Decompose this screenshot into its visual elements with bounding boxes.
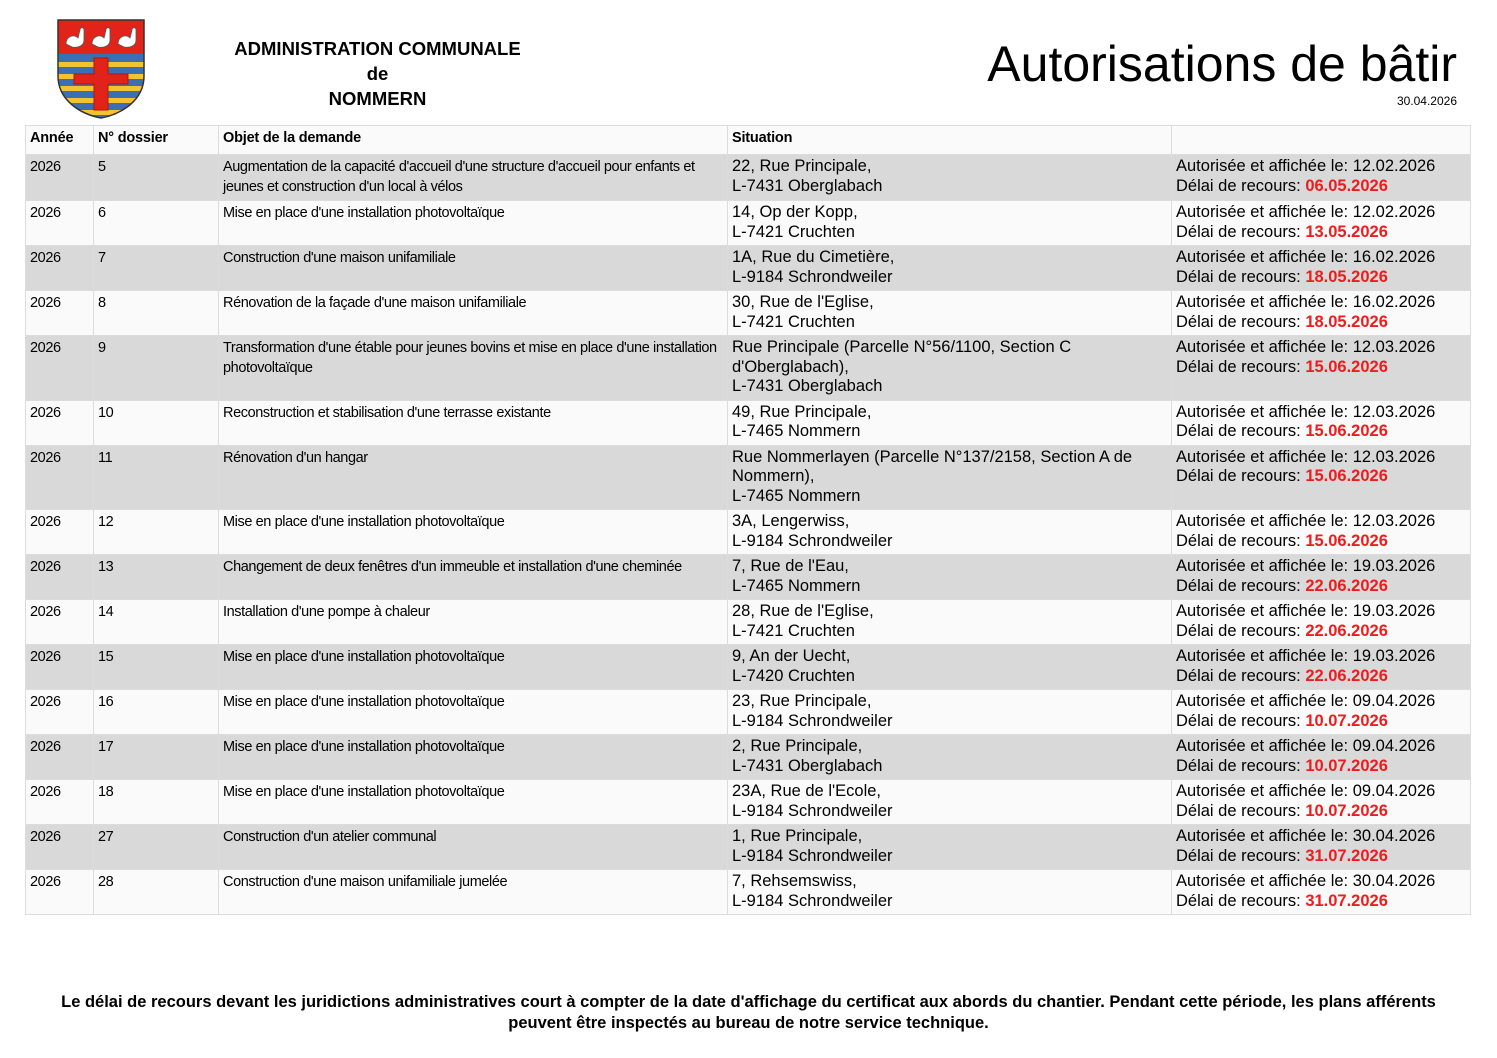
recours-deadline: 31.07.2026	[1305, 891, 1388, 910]
cell-status	[1172, 555, 1471, 600]
cell-objet: Changement de deux fenêtres d'un immeuble et installation d'une cheminée	[219, 555, 728, 600]
cell-status	[1172, 510, 1471, 555]
authorized-line	[1176, 692, 1466, 712]
table-row	[26, 825, 1471, 870]
situation-line: 2, Rue Principale,	[732, 737, 863, 755]
cell-status	[1172, 825, 1471, 870]
recours-label: Délai de recours:	[1176, 267, 1306, 286]
situation-line: 49, Rue Principale,	[732, 402, 872, 421]
situation-line: L-7465 Nommern	[732, 576, 861, 595]
authorized-label: Autorisée et affichée le:	[1176, 512, 1353, 530]
authorized-line	[1176, 248, 1466, 268]
cell-annee: 2026	[26, 645, 94, 690]
recours-label: Délai de recours:	[1176, 222, 1306, 241]
situation-line: 9, An der Uecht,	[732, 647, 851, 665]
authorized-date: 16.02.2026	[1352, 248, 1436, 266]
situation-line: 7, Rehsemswiss,	[732, 872, 857, 890]
table-row	[26, 155, 1471, 201]
cell-objet: Augmentation de la capacité d'accueil d'une structure d'accueil pour enfants et jeunes et construction d'un local à vélos	[219, 155, 728, 201]
authorized-label: Autorisée et affichée le:	[1176, 203, 1353, 221]
cell-objet: Reconstruction et stabilisation d'une terrasse existante	[219, 400, 728, 445]
situation-line: L-7431 Oberglabach	[732, 176, 883, 195]
recours-label: Délai de recours:	[1176, 576, 1306, 595]
authorized-line	[1176, 448, 1466, 468]
cell-status	[1172, 645, 1471, 690]
recours-deadline: 22.06.2026	[1305, 621, 1388, 640]
cell-dossier: 16	[94, 690, 219, 735]
recours-deadline: 10.07.2026	[1305, 801, 1388, 820]
table-row	[26, 400, 1471, 445]
cell-annee: 2026	[26, 510, 94, 555]
page-title: Autorisations de bâtir	[987, 36, 1457, 92]
table-row	[26, 201, 1471, 246]
table-row	[26, 246, 1471, 291]
situation-line: L-9184 Schrondweiler	[732, 531, 893, 550]
recours-line	[1176, 847, 1466, 867]
recours-deadline: 10.07.2026	[1305, 711, 1388, 730]
org-line-2: de	[366, 63, 389, 84]
cell-status	[1172, 445, 1471, 510]
authorized-date: 12.02.2026	[1352, 203, 1436, 221]
cell-status	[1172, 336, 1471, 401]
cell-situation	[728, 155, 1172, 201]
situation-line: 23, Rue Principale,	[732, 692, 872, 710]
cell-status	[1172, 246, 1471, 291]
cell-status	[1172, 201, 1471, 246]
authorized-date: 19.03.2026	[1352, 602, 1436, 620]
recours-line	[1176, 177, 1466, 197]
situation-line: 22, Rue Principale,	[732, 157, 872, 175]
table-body	[26, 155, 1471, 915]
column-header-status	[1172, 126, 1471, 155]
cell-dossier: 11	[94, 445, 219, 510]
authorized-date: 30.04.2026	[1352, 827, 1436, 845]
cell-annee: 2026	[26, 246, 94, 291]
cell-objet: Mise en place d'une installation photovoltaïque	[219, 645, 728, 690]
situation-line: Rue Principale (Parcelle N°56/1100, Section C d'Oberglabach),	[732, 338, 1072, 376]
recours-label: Délai de recours:	[1176, 467, 1306, 485]
table-row	[26, 555, 1471, 600]
cell-annee: 2026	[26, 735, 94, 780]
cell-objet: Installation d'une pompe à chaleur	[219, 600, 728, 645]
authorized-label: Autorisée et affichée le:	[1176, 692, 1353, 710]
cell-situation	[728, 246, 1172, 291]
recours-label: Délai de recours:	[1176, 176, 1306, 195]
cell-annee: 2026	[26, 201, 94, 246]
authorized-date: 12.03.2026	[1352, 402, 1436, 421]
cell-dossier: 18	[94, 780, 219, 825]
authorized-date: 12.03.2026	[1352, 447, 1436, 466]
authorized-label: Autorisée et affichée le:	[1176, 737, 1353, 755]
cell-status	[1172, 400, 1471, 445]
cell-annee: 2026	[26, 825, 94, 870]
recours-line	[1176, 802, 1466, 822]
situation-line: L-7421 Cruchten	[732, 621, 855, 640]
cell-status	[1172, 780, 1471, 825]
recours-label: Délai de recours:	[1176, 621, 1306, 640]
authorized-label: Autorisée et affichée le:	[1176, 293, 1353, 311]
cell-annee: 2026	[26, 600, 94, 645]
organization-name	[205, 36, 550, 111]
recours-deadline: 15.06.2026	[1305, 467, 1388, 485]
cell-objet: Mise en place d'une installation photovoltaïque	[219, 735, 728, 780]
authorized-date: 09.04.2026	[1352, 782, 1436, 800]
cell-objet: Rénovation d'un hangar	[219, 445, 728, 510]
table-row	[26, 870, 1471, 915]
cell-dossier: 27	[94, 825, 219, 870]
situation-line: L-7465 Nommern	[732, 422, 861, 440]
cell-dossier: 5	[94, 155, 219, 201]
cell-situation	[728, 600, 1172, 645]
cell-dossier: 17	[94, 735, 219, 780]
situation-line: L-7465 Nommern	[732, 486, 861, 505]
cell-objet: Transformation d'une étable pour jeunes bovins et mise en place d'une installation photovoltaïque	[219, 336, 728, 401]
cell-dossier: 7	[94, 246, 219, 291]
column-header-situation: Situation	[728, 126, 1172, 155]
cell-situation	[728, 510, 1172, 555]
authorized-date: 16.02.2026	[1352, 293, 1436, 311]
authorized-date: 12.03.2026	[1352, 512, 1436, 530]
cell-objet: Construction d'une maison unifamiliale jumelée	[219, 870, 728, 915]
situation-line: L-7431 Oberglabach	[732, 756, 883, 775]
situation-line: L-7431 Oberglabach	[732, 377, 883, 395]
cell-situation	[728, 291, 1172, 336]
recours-deadline: 15.06.2026	[1305, 422, 1388, 440]
table-row	[26, 510, 1471, 555]
cell-objet: Rénovation de la façade d'une maison unifamiliale	[219, 291, 728, 336]
cell-objet: Construction d'un atelier communal	[219, 825, 728, 870]
recours-label: Délai de recours:	[1176, 531, 1306, 550]
authorized-line	[1176, 557, 1466, 577]
situation-line: L-9184 Schrondweiler	[732, 891, 893, 910]
cell-status	[1172, 870, 1471, 915]
recours-deadline: 31.07.2026	[1305, 846, 1388, 865]
recours-deadline: 13.05.2026	[1305, 222, 1388, 241]
authorized-label: Autorisée et affichée le:	[1176, 402, 1353, 421]
recours-label: Délai de recours:	[1176, 422, 1306, 440]
cell-dossier: 14	[94, 600, 219, 645]
recours-deadline: 22.06.2026	[1305, 576, 1388, 595]
authorized-label: Autorisée et affichée le:	[1176, 602, 1353, 620]
cell-situation	[728, 336, 1172, 401]
authorized-line	[1176, 602, 1466, 622]
org-line-3: NOMMERN	[328, 88, 427, 109]
recours-label: Délai de recours:	[1176, 711, 1306, 730]
recours-line	[1176, 667, 1466, 687]
recours-label: Délai de recours:	[1176, 891, 1306, 910]
authorized-line	[1176, 157, 1466, 177]
recours-label: Délai de recours:	[1176, 666, 1306, 685]
situation-line: L-7420 Cruchten	[732, 666, 855, 685]
document-date: 30.04.2026	[1396, 94, 1457, 108]
authorized-line	[1176, 827, 1466, 847]
table-row	[26, 645, 1471, 690]
authorized-line	[1176, 647, 1466, 667]
authorized-date: 12.03.2026	[1352, 338, 1436, 356]
recours-label: Délai de recours:	[1176, 312, 1306, 331]
authorized-label: Autorisée et affichée le:	[1176, 338, 1353, 356]
recours-line	[1176, 358, 1466, 378]
cell-situation	[728, 445, 1172, 510]
cell-annee: 2026	[26, 400, 94, 445]
cell-status	[1172, 155, 1471, 201]
situation-line: 3A, Lengerwiss,	[732, 512, 850, 530]
recours-deadline: 22.06.2026	[1305, 666, 1388, 685]
authorized-label: Autorisée et affichée le:	[1176, 447, 1353, 466]
recours-label: Délai de recours:	[1176, 756, 1306, 775]
recours-label: Délai de recours:	[1176, 357, 1306, 376]
recours-deadline: 15.06.2026	[1305, 357, 1388, 376]
authorized-line	[1176, 512, 1466, 532]
recours-line	[1176, 467, 1466, 487]
cell-situation	[728, 780, 1172, 825]
situation-line: L-7421 Cruchten	[732, 312, 855, 331]
recours-deadline: 18.05.2026	[1305, 267, 1388, 286]
cell-situation	[728, 400, 1172, 445]
cell-dossier: 12	[94, 510, 219, 555]
authorized-label: Autorisée et affichée le:	[1176, 872, 1353, 890]
authorized-date: 19.03.2026	[1352, 557, 1436, 575]
cell-status	[1172, 291, 1471, 336]
authorized-date: 19.03.2026	[1352, 647, 1436, 665]
situation-line: 23A, Rue de l'Ecole,	[732, 782, 881, 800]
cell-objet: Mise en place d'une installation photovoltaïque	[219, 510, 728, 555]
situation-line: 30, Rue de l'Eglise,	[732, 293, 874, 311]
cell-dossier: 6	[94, 201, 219, 246]
cell-objet: Mise en place d'une installation photovoltaïque	[219, 780, 728, 825]
authorized-line	[1176, 782, 1466, 802]
column-header-annee: Année	[26, 126, 94, 155]
recours-line	[1176, 532, 1466, 552]
situation-line: 1, Rue Principale,	[732, 827, 863, 845]
recours-label: Délai de recours:	[1176, 846, 1306, 865]
authorized-line	[1176, 203, 1466, 223]
authorized-date: 09.04.2026	[1352, 737, 1436, 755]
authorized-line	[1176, 737, 1466, 757]
situation-line: 14, Op der Kopp,	[732, 203, 858, 221]
table-row	[26, 780, 1471, 825]
cell-objet: Construction d'une maison unifamiliale	[219, 246, 728, 291]
situation-line: L-9184 Schrondweiler	[732, 267, 893, 286]
recours-deadline: 18.05.2026	[1305, 312, 1388, 331]
situation-line: L-7421 Cruchten	[732, 222, 855, 241]
authorized-label: Autorisée et affichée le:	[1176, 782, 1353, 800]
cell-situation	[728, 735, 1172, 780]
table-row	[26, 600, 1471, 645]
cell-annee: 2026	[26, 555, 94, 600]
table-header-row	[26, 126, 1471, 155]
recours-deadline: 10.07.2026	[1305, 756, 1388, 775]
permits-table	[25, 125, 1471, 915]
column-header-dossier: N° dossier	[94, 126, 219, 155]
cell-annee: 2026	[26, 336, 94, 401]
table-row	[26, 690, 1471, 735]
cell-dossier: 9	[94, 336, 219, 401]
cell-status	[1172, 735, 1471, 780]
situation-line: 28, Rue de l'Eglise,	[732, 602, 874, 620]
recours-line	[1176, 622, 1466, 642]
situation-line: Rue Nommerlayen (Parcelle N°137/2158, Section A de Nommern),	[732, 447, 1133, 485]
legal-notice: Le délai de recours devant les juridictions administratives court à compter de la date d'affichage du certificat aux abords du chantier. Pendant cette période, les plans afférents peuvent être inspectés au bureau de notre service technique.	[61, 993, 1436, 1032]
recours-label: Délai de recours:	[1176, 801, 1306, 820]
cell-situation	[728, 201, 1172, 246]
authorized-line	[1176, 403, 1466, 423]
cell-dossier: 8	[94, 291, 219, 336]
cell-dossier: 28	[94, 870, 219, 915]
cell-annee: 2026	[26, 155, 94, 201]
table-row	[26, 291, 1471, 336]
cell-dossier: 15	[94, 645, 219, 690]
authorized-label: Autorisée et affichée le:	[1176, 557, 1353, 575]
cell-annee: 2026	[26, 870, 94, 915]
cell-status	[1172, 690, 1471, 735]
table-row	[26, 735, 1471, 780]
authorized-label: Autorisée et affichée le:	[1176, 248, 1353, 266]
cell-situation	[728, 690, 1172, 735]
cell-situation	[728, 555, 1172, 600]
table-row	[26, 445, 1471, 510]
recours-line	[1176, 577, 1466, 597]
situation-line: 7, Rue de l'Eau,	[732, 557, 849, 575]
authorized-label: Autorisée et affichée le:	[1176, 827, 1353, 845]
cell-dossier: 13	[94, 555, 219, 600]
org-line-1: ADMINISTRATION COMMUNALE	[234, 38, 521, 59]
cell-annee: 2026	[26, 291, 94, 336]
table-row	[26, 336, 1471, 401]
cell-status	[1172, 600, 1471, 645]
cell-situation	[728, 645, 1172, 690]
cell-dossier: 10	[94, 400, 219, 445]
cell-objet: Mise en place d'une installation photovoltaïque	[219, 201, 728, 246]
recours-line	[1176, 757, 1466, 777]
authorized-label: Autorisée et affichée le:	[1176, 647, 1353, 665]
cell-situation	[728, 825, 1172, 870]
recours-line	[1176, 422, 1466, 442]
authorized-date: 30.04.2026	[1352, 872, 1436, 890]
recours-line	[1176, 268, 1466, 288]
situation-line: L-9184 Schrondweiler	[732, 846, 893, 865]
authorized-date: 09.04.2026	[1352, 692, 1436, 710]
authorized-line	[1176, 872, 1466, 892]
recours-deadline: 06.05.2026	[1305, 176, 1388, 195]
commune-coat-of-arms-icon	[56, 18, 146, 120]
authorized-line	[1176, 338, 1466, 358]
situation-line: L-9184 Schrondweiler	[732, 801, 893, 820]
cell-annee: 2026	[26, 445, 94, 510]
cell-objet: Mise en place d'une installation photovoltaïque	[219, 690, 728, 735]
recours-line	[1176, 712, 1466, 732]
authorized-date: 12.02.2026	[1352, 157, 1436, 175]
recours-line	[1176, 892, 1466, 912]
authorized-line	[1176, 293, 1466, 313]
cell-situation	[728, 870, 1172, 915]
cell-annee: 2026	[26, 690, 94, 735]
cell-annee: 2026	[26, 780, 94, 825]
recours-line	[1176, 223, 1466, 243]
authorized-label: Autorisée et affichée le:	[1176, 157, 1353, 175]
situation-line: L-9184 Schrondweiler	[732, 711, 893, 730]
situation-line: 1A, Rue du Cimetière,	[732, 248, 895, 266]
column-header-objet: Objet de la demande	[219, 126, 728, 155]
recours-deadline: 15.06.2026	[1305, 531, 1388, 550]
recours-line	[1176, 313, 1466, 333]
